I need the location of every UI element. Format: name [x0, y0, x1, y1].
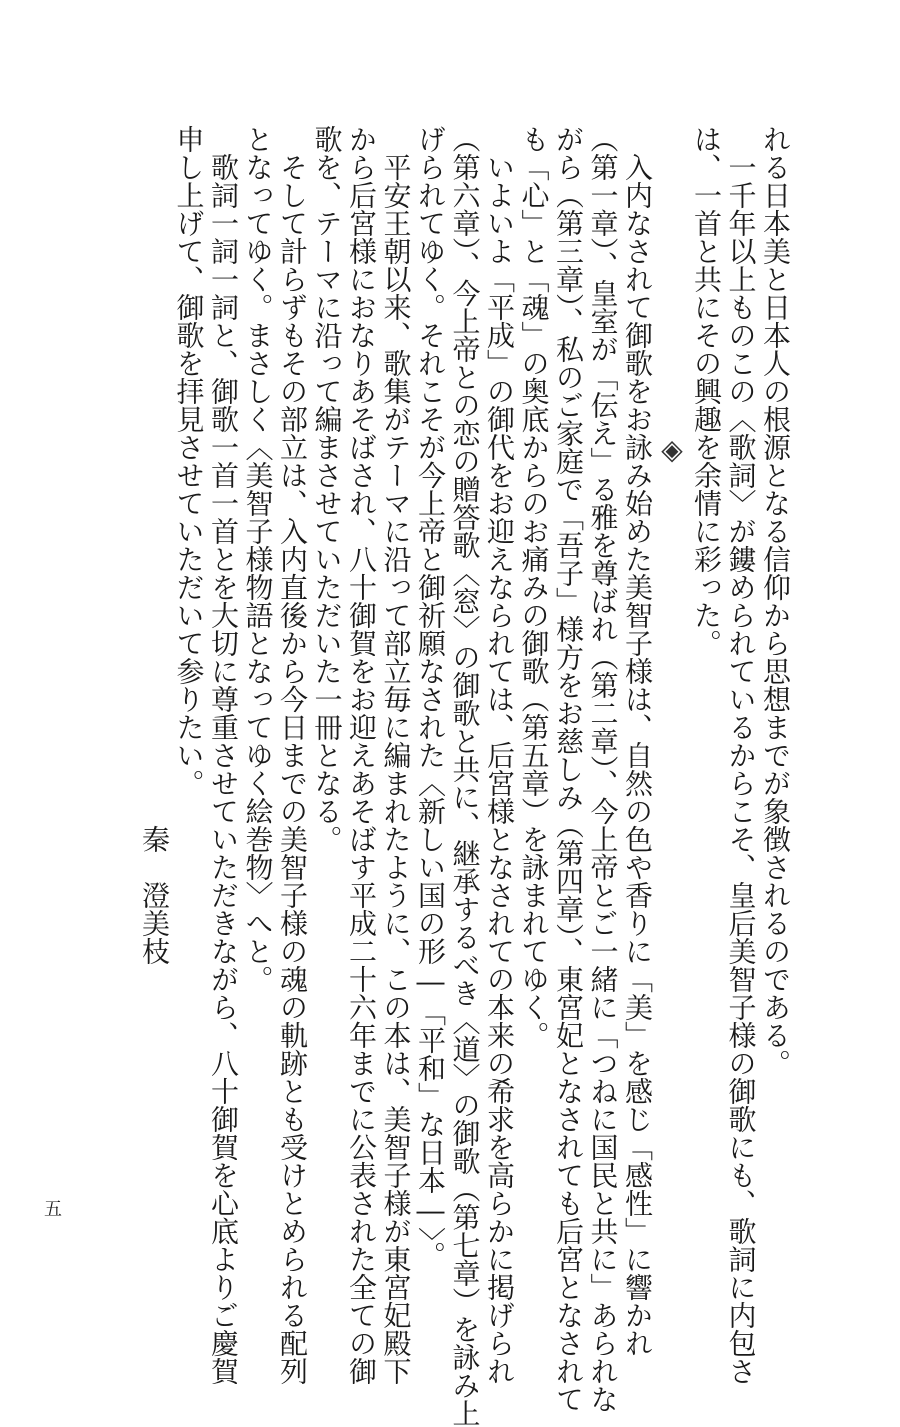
text-line: 入内なされて御歌をお詠み始めた美智子様は、自然の色や香りに「美」を感じ「感性」に響かれ — [621, 125, 654, 1357]
author-signature — [137, 125, 172, 1075]
text-line: 申し上げて、御歌を拝見させていただいて参りたい。 — [172, 125, 206, 797]
text-line: いよいよ「平成」の御代をお迎えなられては、后宮様となされての本来の希求を高らかに掲げられ — [483, 125, 516, 1385]
author-name: 秦 澄美枝 — [138, 825, 171, 965]
vertical-text-body — [87, 125, 792, 1427]
page-number: 五 — [44, 1199, 62, 1220]
text-line: （第六章）、今上帝との恋の贈答歌〈窓〉の御歌と共に、継承するべき〈道〉の御歌（第七章）を詠み上 — [448, 125, 482, 1427]
text-line: は、一首と共にその興趣を余情に彩った。 — [690, 125, 723, 657]
text-line: げられてゆく。それこそが今上帝と御祈願なされた〈新しい国の形―「平和」な日本―〉。 — [414, 125, 447, 1269]
text-line: そして計らずもその部立は、入内直後から今日までの美智子様の魂の軌跡とも受けとめられる配列 — [276, 125, 309, 1385]
text-line: 一千年以上ものこの〈歌詞〉が鏤められているからこそ、皇后美智子様の御歌にも、歌詞に内包さ — [724, 125, 758, 1385]
text-line: から后宮様におなりあそばされ、八十御賀をお迎えあそばす平成二十六年までに公表された全ての御 — [345, 125, 378, 1385]
text-line: れる日本美と日本人の根源となる信仰から思想までが象徴されるのである。 — [759, 125, 792, 1077]
ornament-diamond-icon: ◈ — [655, 433, 689, 466]
text-line: がら（第三章）、私のご家庭で「吾子」様方をお慈しみ（第四章）、東宮妃となされても后宮となされて — [552, 125, 585, 1413]
text-line: となってゆく。まさしく〈美智子様物語となってゆく絵巻物〉へと。 — [241, 125, 275, 993]
section-separator — [654, 125, 689, 1075]
text-line: 平安王朝以来、歌集がテーマに沿って部立毎に編まれたように、この本は、美智子様が東宮妃殿下 — [379, 125, 413, 1385]
text-line: も「心」と「魂」の奥底からのお痛みの御歌（第五章）を詠まれてゆく。 — [517, 125, 551, 1049]
text-line: （第一章）、皇室が「伝え」る雅を尊ばれ（第二章）、今上帝とご一緒に「つねに国民と共に」あられな — [586, 125, 620, 1413]
text-line: 歌を、テーマに沿って編まさせていただいた一冊となる。 — [310, 125, 344, 853]
text-line: 歌詞一詞一詞と、御歌一首一首とを大切に尊重させていただきながら、八十御賀を心底よりご慶賀 — [207, 125, 240, 1385]
